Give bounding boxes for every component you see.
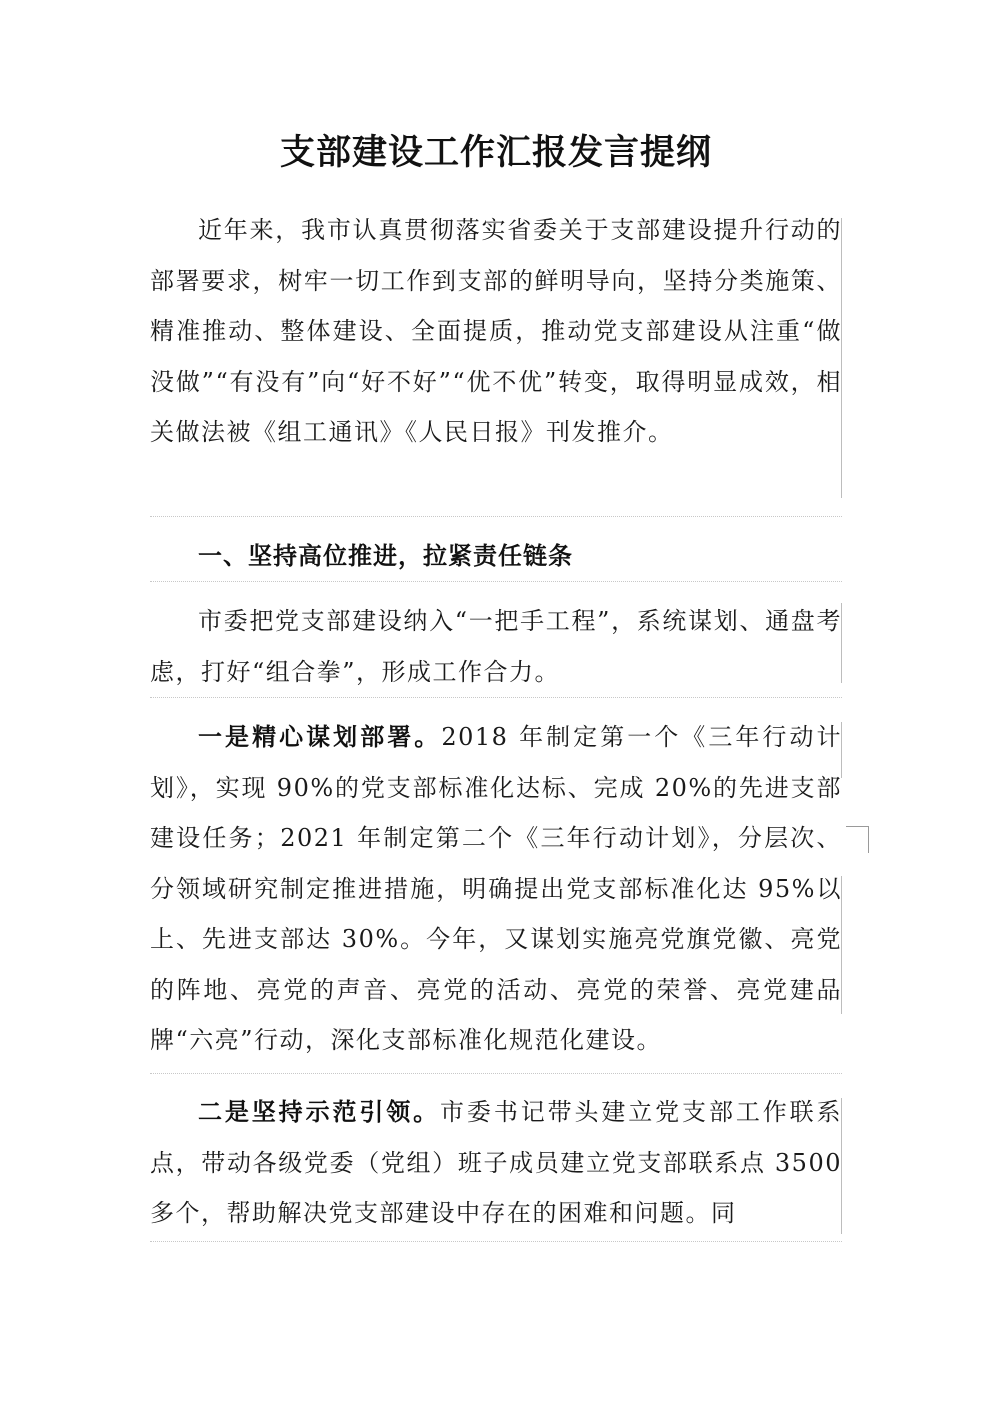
point-2-lead: 二是坚持示范引领。 bbox=[198, 1097, 441, 1126]
paragraph-divider bbox=[150, 1241, 842, 1242]
point-1-lead: 一是精心谋划部署。 bbox=[198, 722, 442, 751]
paragraph-divider bbox=[150, 516, 842, 517]
paragraph-divider bbox=[150, 697, 842, 698]
point-2-text: 市委书记带头建立党支部工作联系点，带动各级党委（党组）班子成员建立党支部联系点 3500 多个，帮助解决党支部建设中存在的困难和问题。同 bbox=[150, 1098, 843, 1227]
revision-corner-mark bbox=[846, 826, 869, 853]
document-title: 支部建设工作汇报发言提纲 bbox=[279, 132, 712, 173]
intro-paragraph: 近年来，我市认真贯彻落实省委关于支部建设提升行动的部署要求，树牢一切工作到支部的鲜明导向，坚持分类施策、精准推动、整体建设、全面提质，推动党支部建设从注重“做没做”“有没有”向“好不好”“优不优”转变，取得明显成效，相关做法被《组工通讯》《人民日报》刊发推介。 bbox=[150, 216, 842, 446]
section-heading: 一、坚持高位推进，拉紧责任链条 bbox=[198, 541, 573, 570]
paragraph-divider bbox=[150, 581, 842, 582]
point-2-paragraph bbox=[150, 1087, 842, 1239]
paragraph-divider bbox=[150, 1073, 842, 1074]
point-1-text: 2018 年制定第一个《三年行动计划》，实现 90%的党支部标准化达标、完成 20%的先进支部建设任务；2021 年制定第二个《三年行动计划》，分层次、分领域研究制定推进措施，明确提出党支部标准化达 95%以上、先进支部达 30%。今年，又谋划实施亮党旗党徽、亮党的阵地、亮党的声音、亮党的活动、亮党的荣誉、亮党建品牌“六亮”行动，深化支部标准化规范化建设。 bbox=[150, 723, 842, 1054]
point-1-paragraph bbox=[150, 712, 842, 1066]
summary-paragraph: 市委把党支部建设纳入“一把手工程”，系统谋划、通盘考虑，打好“组合拳”，形成工作合力。 bbox=[150, 607, 842, 686]
